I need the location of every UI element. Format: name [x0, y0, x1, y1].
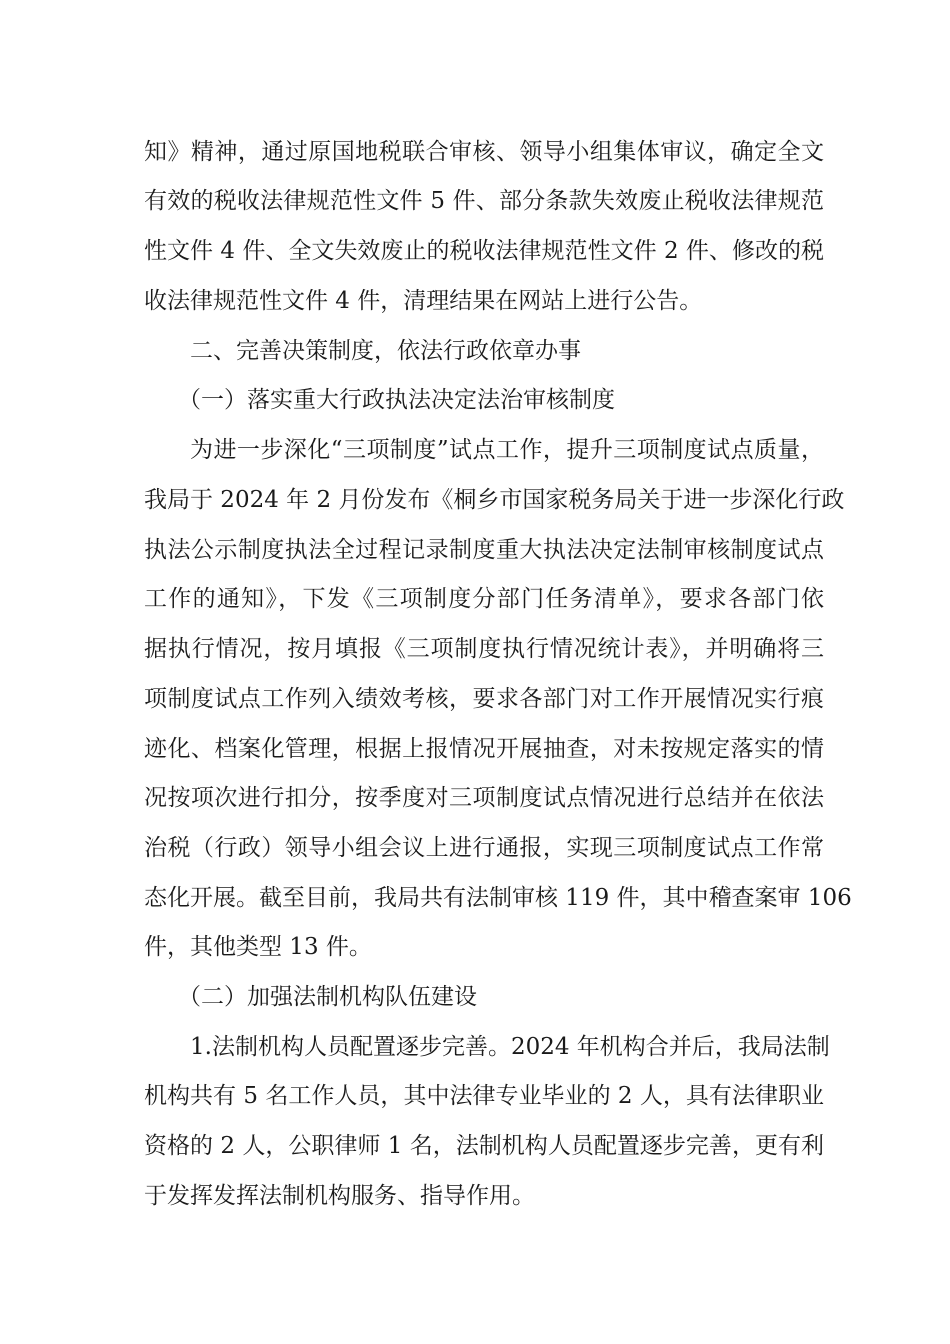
paragraph-line: 1.法制机构人员配置逐步完善。2024 年机构合并后，我局法制 [190, 1034, 830, 1060]
paragraph-line: 项制度试点工作列入绩效考核，要求各部门对工作开展情况实行痕 [144, 686, 824, 712]
section-heading: 二、完善决策制度，依法行政依章办事 [190, 338, 581, 364]
paragraph-line: 况按项次进行扣分，按季度对三项制度试点情况进行总结并在依法 [144, 785, 824, 811]
paragraph-line: 治税（行政）领导小组会议上进行通报，实现三项制度试点工作常 [144, 835, 824, 861]
subsection-heading: （二）加强法制机构队伍建设 [178, 984, 477, 1010]
paragraph-line: 为进一步深化“三项制度”试点工作，提升三项制度试点质量， [190, 437, 824, 463]
paragraph-line: 我局于 2024 年 2 月份发布《桐乡市国家税务局关于进一步深化行政 [144, 487, 845, 513]
paragraph-line: 资格的 2 人，公职律师 1 名，法制机构人员配置逐步完善，更有利 [144, 1133, 824, 1159]
subsection-heading: （一）落实重大行政执法决定法治审核制度 [178, 387, 615, 413]
paragraph-line: 机构共有 5 名工作人员，其中法律专业毕业的 2 人，具有法律职业 [144, 1083, 824, 1109]
paragraph-line: 据执行情况，按月填报《三项制度执行情况统计表》，并明确将三 [144, 636, 824, 662]
paragraph-line: 有效的税收法律规范性文件 5 件、部分条款失效废止税收法律规范 [144, 188, 824, 214]
paragraph-line: 件，其他类型 13 件。 [144, 934, 372, 960]
paragraph-line: 态化开展。截至目前，我局共有法制审核 119 件，其中稽查案审 106 [144, 885, 852, 911]
paragraph-line: 于发挥发挥法制机构服务、指导作用。 [144, 1183, 535, 1209]
paragraph-line: 工作的通知》，下发《三项制度分部门任务清单》，要求各部门依 [144, 586, 824, 612]
paragraph-line: 执法公示制度执法全过程记录制度重大执法决定法制审核制度试点 [144, 537, 824, 563]
paragraph-line: 性文件 4 件、全文失效废止的税收法律规范性文件 2 件、修改的税 [144, 238, 824, 264]
paragraph-line: 知》精神，通过原国地税联合审核、领导小组集体审议，确定全文 [144, 139, 824, 165]
paragraph-line: 收法律规范性文件 4 件，清理结果在网站上进行公告。 [144, 288, 703, 314]
paragraph-line: 迹化、档案化管理，根据上报情况开展抽查，对未按规定落实的情 [144, 736, 824, 762]
